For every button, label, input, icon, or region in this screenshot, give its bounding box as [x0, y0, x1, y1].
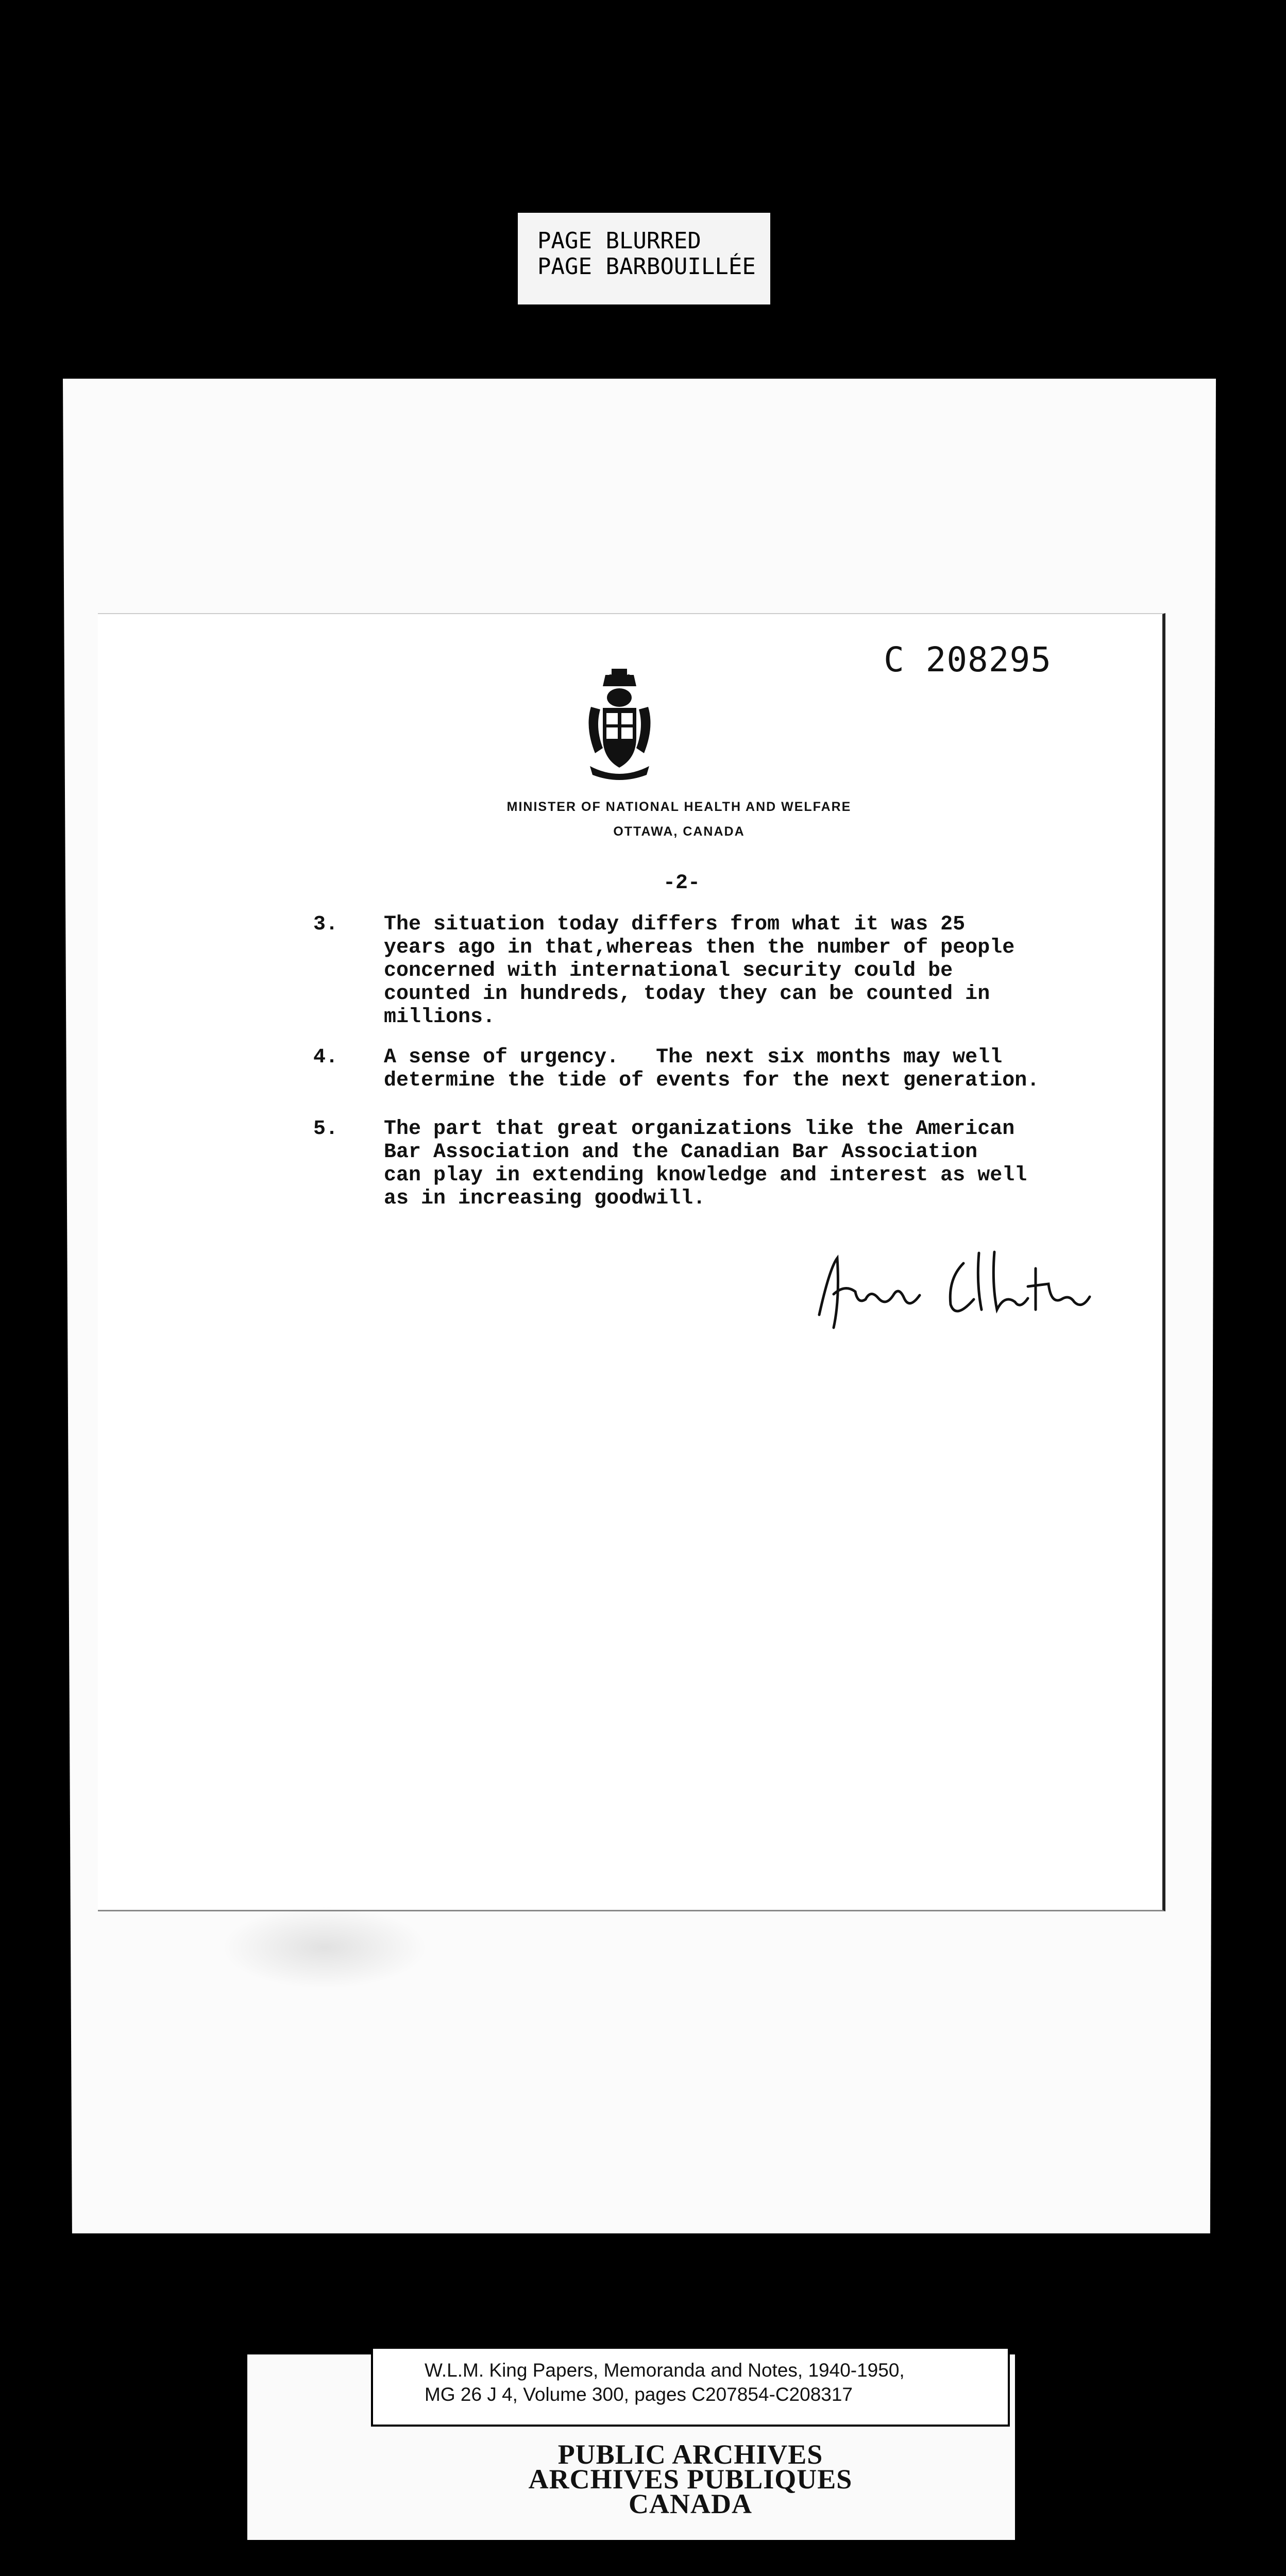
- paper-smudge: [222, 1906, 428, 1989]
- archives-french: ARCHIVES PUBLIQUES: [528, 2464, 853, 2495]
- citation-line-1: W.L.M. King Papers, Memoranda and Notes, 1940-1950,: [425, 2360, 905, 2381]
- coat-of-arms-icon: [580, 666, 659, 784]
- citation-line-2: MG 26 J 4, Volume 300, pages C207854-C208317: [425, 2384, 853, 2405]
- handwritten-signature: [809, 1238, 1097, 1341]
- item-number: 5.: [313, 1117, 339, 1141]
- citation-box: [371, 2347, 1010, 2427]
- archives-stamp: [371, 2439, 1010, 2519]
- archives-country: CANADA: [629, 2488, 752, 2519]
- page-blurred-label: [518, 213, 770, 304]
- item-number: 4.: [313, 1046, 339, 1069]
- letter-page: [98, 613, 1165, 1911]
- letterhead-ministry: MINISTER OF NATIONAL HEALTH AND WELFARE: [506, 800, 852, 814]
- item-text: The situation today differs from what it was 25 years ago in that,whereas then the number of people concerned with international security could be counted in hundreds, today they can be counted in millions.: [384, 913, 1015, 1029]
- archives-english: PUBLIC ARCHIVES: [557, 2439, 823, 2470]
- blur-label-english: PAGE BLURRED: [537, 228, 701, 254]
- page-number: -2-: [663, 872, 700, 895]
- item-number: 3.: [313, 913, 339, 936]
- blur-label-french: PAGE BARBOUILLÉE: [537, 253, 756, 280]
- item-text: The part that great organizations like the American Bar Association and the Canadian Bar Association can play in extending knowledge and interest as well as in increasing goodwill.: [384, 1117, 1027, 1210]
- item-text: A sense of urgency. The next six months may well determine the tide of events for the next generation.: [384, 1046, 1040, 1092]
- letterhead-location: OTTAWA, CANADA: [613, 824, 745, 839]
- document-number: C 208295: [884, 640, 1052, 680]
